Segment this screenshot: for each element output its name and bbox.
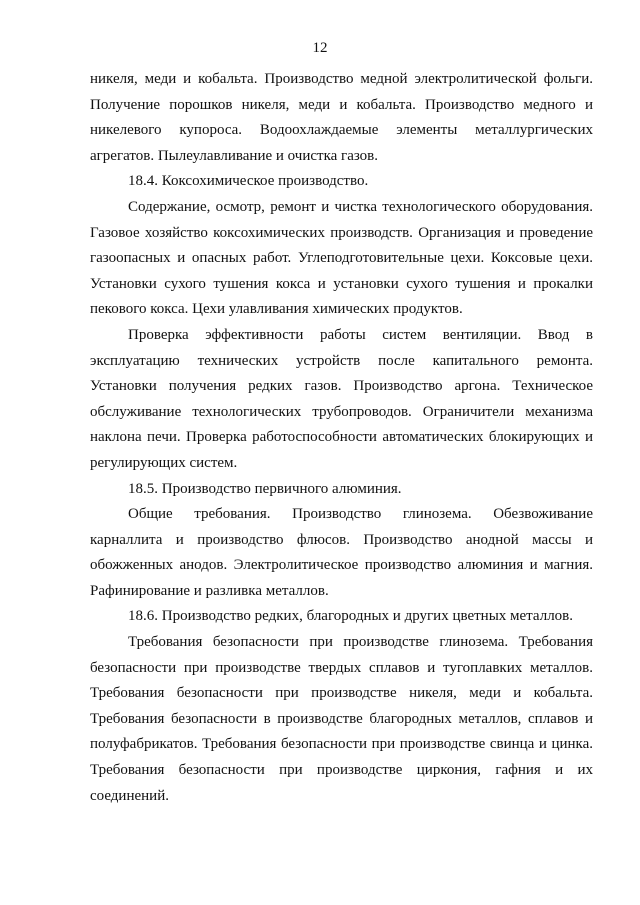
- paragraph-coke-equipment: Содержание, осмотр, ремонт и чистка технологического оборудования. Газовое хозяйство коксохимических производств. Организация и проведение газоопасных и опасных работ. Углеподготовительные цехи. Коксовые цехи. Установки сухого тушения кокса и установки сухого тушения и прокалки пекового кокса. Цехи улавливания химических продуктов.: [90, 198, 593, 318]
- document-body: [90, 67, 593, 809]
- paragraph-ventilation-check: Проверка эффективности работы систем вентиляции. Ввод в эксплуатацию технических устройств после капитального ремонта. Установки получения редких газов. Производство аргона. Техническое обслуживание технологических трубопроводов. Ограничители механизма наклона печи. Проверка работоспособности автоматических блокирующих и регулирующих систем.: [90, 326, 593, 471]
- section-heading-18-6: 18.6. Производство редких, благородных и других цветных металлов.: [128, 608, 574, 625]
- page-number: 12: [312, 40, 328, 56]
- paragraph-continuation: никеля, меди и кобальта. Производство медной электролитической фольги. Получение порошков никеля, меди и кобальта. Производство медного и никелевого купороса. Водоохлаждаемые элементы металлургических агрегатов. Пылеулавливание и очистка газов.: [90, 71, 593, 164]
- paragraph-rare-metals: Требования безопасности при производстве глинозема. Требования безопасности при производстве твердых сплавов и тугоплавких металлов. Требования безопасности при производстве никеля, меди и кобальта. Требования безопасности в производстве благородных металлов, сплавов и полуфабрикатов. Требования безопасности при производстве свинца и цинка. Требования безопасности при производстве циркония, гафния и их соединений.: [90, 634, 593, 804]
- paragraph-aluminium-production: Общие требования. Производство глинозема. Обезвоживание карналлита и производство флюсов. Производство анодной массы и обожженных анодов. Электролитическое производство алюминия и магния. Рафинирование и разливка металлов.: [90, 506, 593, 599]
- section-heading-18-4: 18.4. Коксохимическое производство.: [128, 173, 369, 190]
- section-heading-18-5: 18.5. Производство первичного алюминия.: [128, 480, 402, 497]
